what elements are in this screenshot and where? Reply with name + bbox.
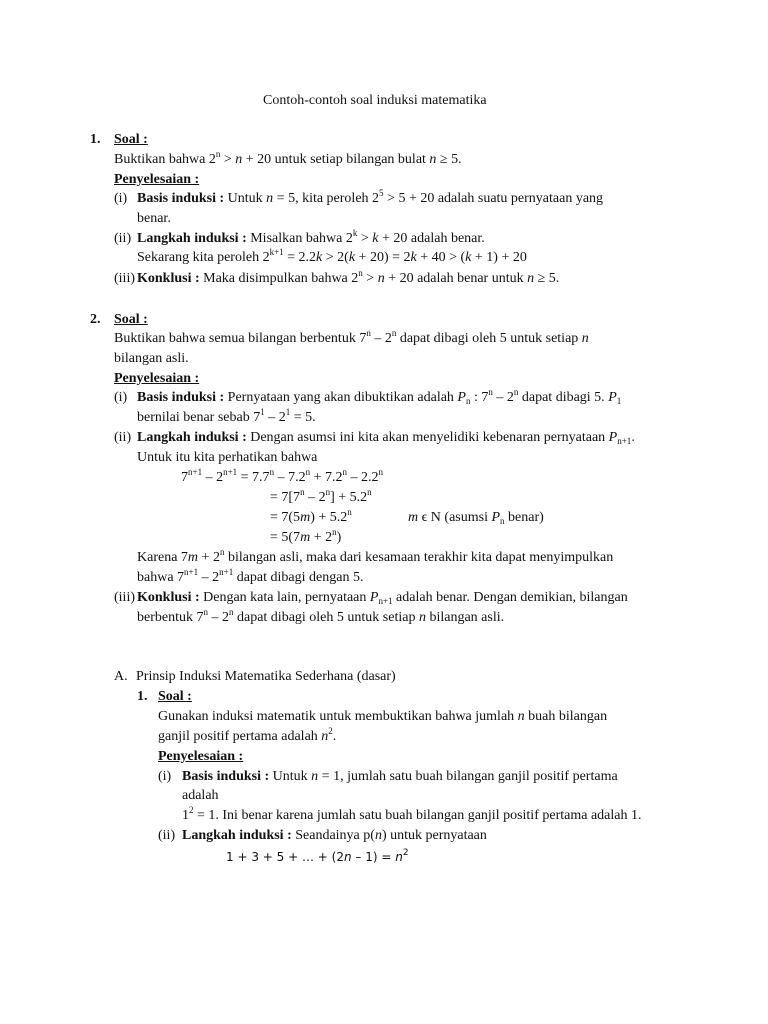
section-a-statement-cont: ganjil positif pertama adalah $n^2$. bbox=[158, 726, 337, 744]
problem-1-step-ii-text: Langkah induksi : Misalkan bahwa $2^k > k + 20$ adalah benar. bbox=[137, 228, 485, 246]
section-a-equation: 1 + 3 + 5 + … + $(2n - 1) = n^2$ bbox=[226, 848, 409, 864]
section-a-title: Prinsip Induksi Matematika Sederhana (dasar) bbox=[136, 669, 396, 684]
problem-2-step-i-label: (i) bbox=[114, 390, 128, 405]
problem-2-equation-line-2: = $7[7^n - 2^n] + 5.2^n$ bbox=[270, 487, 372, 505]
problem-2-statement-cont: bilangan asli. bbox=[114, 351, 189, 366]
problem-1-step-ii-label: (ii) bbox=[114, 231, 132, 246]
problem-1-step-iii-text: Konklusi : Maka disimpulkan bahwa $2^n > n + 20$ adalah benar untuk n ≥ 5. bbox=[137, 268, 560, 286]
section-a-penyelesaian-heading: Penyelesaian : bbox=[158, 749, 244, 764]
problem-1-step-iii-label: (iii) bbox=[114, 271, 135, 286]
problem-1-penyelesaian-heading: Penyelesaian : bbox=[114, 172, 200, 187]
problem-1-step-i-text: Basis induksi : Untuk n = 5, kita peroleh $2^5 > 5 + 20$ adalah suatu pernyataan yang bbox=[137, 188, 604, 206]
section-a-label: A. bbox=[114, 669, 128, 684]
section-a-problem-1-number: 1. bbox=[137, 689, 148, 704]
problem-2-step-i-text: Basis induksi : Pernyataan yang akan dibuktikan adalah $P_n$ : 7$^n$ – 2$^n$ dapat dibagi 5. $P_1$ bbox=[137, 387, 622, 406]
problem-2-equation-line-1: $7^{n+1} - 2^{n+1} = 7.7^n - 7.2^n + 7.2^n - 2.2^n$ bbox=[181, 467, 383, 485]
problem-2-reasoning-cont: bahwa $7^{n+1} - 2^{n+1}$ dapat dibagi dengan 5. bbox=[137, 567, 364, 585]
problem-2-equation-line-3-note: m ϵ N (asumsi $P_n$ benar) bbox=[408, 510, 544, 526]
problem-2-soal-heading: Soal : bbox=[114, 312, 148, 327]
problem-1-step-i-text-cont: benar. bbox=[137, 211, 171, 226]
problem-2-step-ii-text: Langkah induksi : Dengan asumsi ini kita akan menyelidiki kebenaran pernyataan $P_{n+1}$. bbox=[137, 430, 635, 446]
problem-2-reasoning: Karena $7m + 2^n$ bilangan asli, maka dari kesamaan terakhir kita dapat menyimpulkan bbox=[137, 547, 614, 565]
problem-2-step-iii-label: (iii) bbox=[114, 590, 135, 605]
section-a-statement: Gunakan induksi matematik untuk membuktikan bahwa jumlah n buah bilangan bbox=[158, 709, 608, 724]
problem-1-number: 1. bbox=[90, 132, 101, 147]
problem-1-step-ii-derivation: Sekarang kita peroleh $2^{k+1} = 2.2k > 2(k + 20) = 2k + 40 > (k + 1) + 20$ bbox=[137, 247, 527, 265]
section-a-soal-heading: Soal : bbox=[158, 689, 192, 704]
problem-2-equation-line-3: = $7(5m) + 5.2^n$ bbox=[270, 507, 352, 525]
section-a-step-i-text: Basis induksi : Untuk n = 1, jumlah satu buah bilangan ganjil positif pertama bbox=[182, 769, 618, 784]
problem-1-step-i-label: (i) bbox=[114, 191, 128, 206]
problem-2-number: 2. bbox=[90, 312, 101, 327]
problem-2-step-iii-text-cont: berbentuk 7$^n$ – 2$^n$ dapat dibagi oleh 5 untuk setiap n bilangan asli. bbox=[137, 607, 505, 625]
section-a-step-i-label: (i) bbox=[158, 769, 172, 784]
problem-2-step-iii-text: Konklusi : Dengan kata lain, pernyataan $P_{n+1}$ adalah benar. Dengan demikian, bilangan bbox=[137, 590, 628, 606]
problem-2-statement: Buktikan bahwa semua bilangan berbentuk 7$^n$ – 2$^n$ dapat dibagi oleh 5 untuk setiap n bbox=[114, 328, 589, 346]
problem-1-statement: Buktikan bahwa $2^n > n + 20$ untuk setiap bilangan bulat n ≥ 5. bbox=[114, 149, 462, 167]
problem-2-step-ii-text-cont: Untuk itu kita perhatikan bahwa bbox=[137, 450, 318, 465]
section-a-step-i-text-cont: adalah bbox=[182, 788, 219, 803]
section-a-step-ii-label: (ii) bbox=[158, 828, 176, 843]
problem-2-equation-line-4: = $5(7m + 2^n)$ bbox=[270, 527, 342, 545]
section-a-step-ii-text: Langkah induksi : Seandainya p(n) untuk pernyataan bbox=[182, 828, 487, 843]
problem-2-step-ii-label: (ii) bbox=[114, 430, 132, 445]
problem-2-step-i-text-cont: bernilai benar sebab $7^1 - 2^1 = 5$. bbox=[137, 407, 316, 425]
section-a-step-i-result: $1^2 = 1$. Ini benar karena jumlah satu buah bilangan ganjil positif pertama adalah 1. bbox=[182, 805, 642, 823]
page-title: Contoh-contoh soal induksi matematika bbox=[263, 93, 487, 108]
problem-2-penyelesaian-heading: Penyelesaian : bbox=[114, 371, 200, 386]
problem-1-soal-heading: Soal : bbox=[114, 132, 148, 147]
